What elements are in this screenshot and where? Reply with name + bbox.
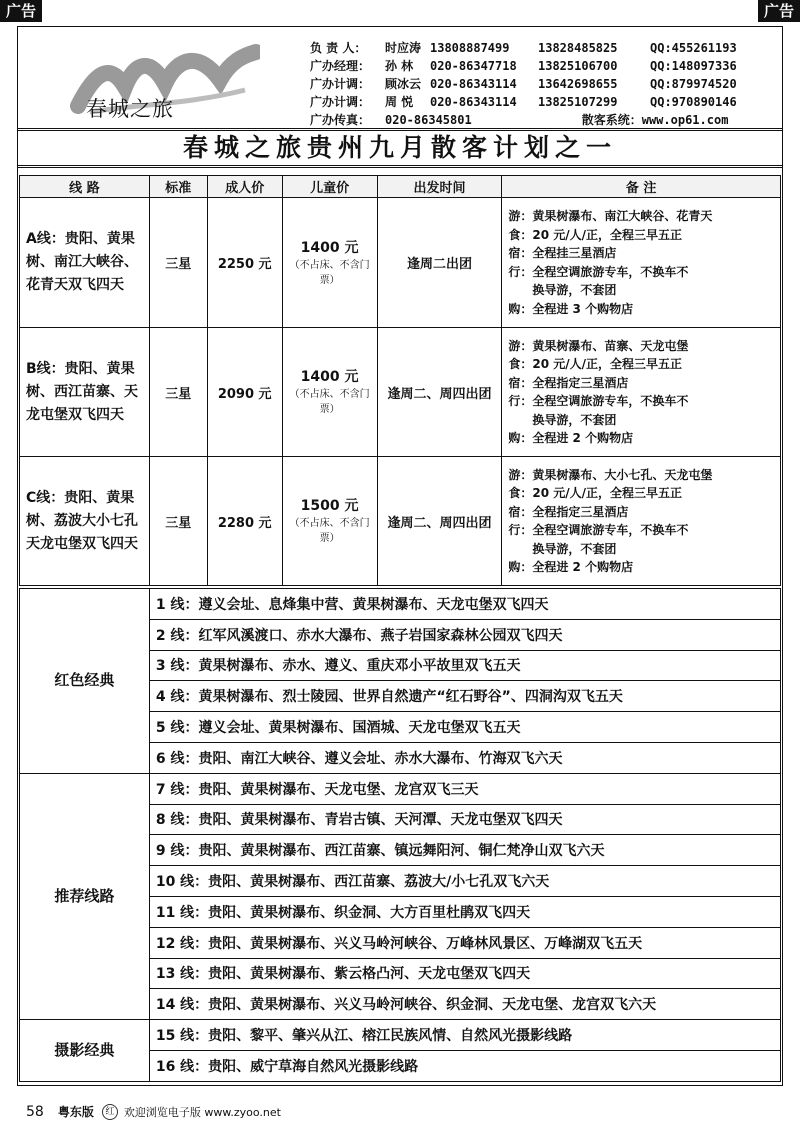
contact-name: 顾冰云 [385, 77, 422, 91]
line-item: 7 线：贵阳、黄果树瀑布、天龙屯堡、龙宫双飞三天 [149, 773, 780, 804]
line-list-table [19, 588, 781, 1082]
note-line: 购：全程进 2 个购物店 [508, 431, 634, 445]
note-line: 换导游，不套团 [532, 412, 617, 427]
note-line: 食：20 元/人/正，全程三早五正 [508, 486, 683, 500]
header-route: 线 路 [20, 176, 150, 198]
ad-label-right: 广告 [758, 0, 800, 22]
table-row [20, 328, 781, 457]
line-item: 5 线：遵义会址、黄果树瀑布、国酒城、天龙屯堡双飞五天 [149, 712, 780, 743]
contact-mobile: 13825107299 [538, 95, 618, 109]
route-notes [502, 198, 781, 328]
note-line: 食：20 元/人/正，全程三早五正 [508, 357, 683, 371]
page-number: 58 [26, 1103, 44, 1120]
adult-price: 2280 元 [207, 457, 282, 586]
contact-mobile: 13642698655 [538, 77, 618, 91]
line-item: 9 线：贵阳、黄果树瀑布、西江苗寨、镇远舞阳河、铜仁梵净山双飞六天 [149, 835, 780, 866]
contact-tel: 020-86343114 [430, 77, 517, 91]
child-price-note: （不占床、不含门票） [289, 389, 370, 415]
route-name: A线：贵阳、黄果树、南江大峡谷、花青天双飞四天 [20, 198, 150, 328]
contact-name: 时应涛 [385, 41, 422, 55]
line-item: 1 线：遵义会址、息烽集中营、黄果树瀑布、天龙屯堡双飞四天 [149, 589, 780, 620]
header-notes: 备 注 [502, 176, 781, 198]
page-title: 春城之旅贵州九月散客计划之一 [17, 128, 783, 168]
line-item: 14 线：贵阳、黄果树瀑布、兴义马岭河峡谷、织金洞、天龙屯堡、龙宫双飞六天 [149, 989, 780, 1020]
line-item: 10 线：贵阳、黄果树瀑布、西江苗寨、荔波大/小七孔双飞六天 [149, 866, 780, 897]
route-notes [502, 328, 781, 457]
depart-time: 逢周二出团 [377, 198, 502, 328]
child-price-note: （不占床、不含门票） [289, 259, 370, 286]
child-price-note: （不占床、不含门票） [289, 518, 370, 544]
contact-mobile: 13828485825 [538, 41, 618, 55]
note-line: 食：20 元/人/正，全程三早五正 [508, 227, 683, 242]
note-line: 换导游，不套团 [532, 541, 617, 556]
adult-price: 2250 元 [207, 198, 282, 328]
note-line: 游：黄果树瀑布、大小七孔、天龙屯堡 [508, 467, 713, 482]
contact-name: 周 悦 [385, 95, 414, 109]
route-standard: 三星 [149, 328, 207, 457]
fax-number: 020-86345801 [385, 113, 472, 127]
child-price-cell [282, 198, 377, 328]
category-photography: 摄影经典 [20, 1020, 150, 1082]
note-line: 换导游，不套团 [532, 283, 617, 297]
note-line: 行：全程空调旅游专车，不换车不 [508, 264, 689, 279]
route-notes [502, 457, 781, 586]
note-line: 行：全程空调旅游专车，不换车不 [508, 394, 689, 408]
note-line: 购：全程进 2 个购物店 [508, 560, 634, 574]
route-standard: 三星 [149, 198, 207, 328]
line-item: 3 线：黄果树瀑布、赤水、遵义、重庆邓小平故里双飞五天 [149, 650, 780, 681]
page-footer [26, 1103, 281, 1120]
route-name: B线：贵阳、黄果树、西江苗寨、天龙屯堡双飞四天 [20, 328, 150, 457]
child-price: 1500 元 [300, 498, 359, 514]
contact-qq: QQ:970890146 [650, 95, 737, 109]
table-header-row [20, 176, 781, 198]
ad-label-left: 广告 [0, 0, 42, 22]
line-item: 16 线：贵阳、威宁草海自然风光摄影线路 [149, 1050, 780, 1081]
contact-tel: 020-86343114 [430, 95, 517, 109]
contact-tel: 13808887499 [430, 41, 510, 55]
contact-mobile: 13825106700 [538, 59, 618, 73]
line-item: 4 线：黄果树瀑布、烈士陵园、世界自然遗产“红石野谷”、四洞沟双飞五天 [149, 681, 780, 712]
route-name: C线：贵阳、黄果树、荔波大小七孔天龙屯堡双飞四天 [20, 457, 150, 586]
contact-role: 负 责 人： [310, 41, 367, 55]
line-item: 8 线：贵阳、黄果树瀑布、青岩古镇、天河潭、天龙屯堡双飞四天 [149, 804, 780, 835]
contact-tel: 020-86347718 [430, 59, 517, 73]
contact-name: 孙 林 [385, 59, 414, 73]
category-red-classic: 红色经典 [20, 589, 150, 774]
footer-site-link[interactable]: 欢迎浏览电子版 www.zyoo.net [123, 1105, 281, 1119]
contact-block [310, 39, 770, 129]
red-badge-icon: 红 [102, 1104, 118, 1120]
child-price: 1400 元 [300, 369, 359, 385]
line-item: 11 线：贵阳、黄果树瀑布、织金洞、大方百里杜鹃双飞四天 [149, 896, 780, 927]
contact-row [310, 93, 770, 111]
note-line: 宿：全程指定三星酒店 [508, 504, 629, 519]
contact-qq: QQ:148097336 [650, 59, 737, 73]
fax-row [310, 111, 770, 129]
logo-text: 春城之旅 [86, 97, 174, 121]
line-item: 15 线：贵阳、黎平、肇兴从江、榕江民族风情、自然风光摄影线路 [149, 1020, 780, 1051]
line-item: 12 线：贵阳、黄果树瀑布、兴义马岭河峡谷、万峰林风景区、万峰湖双飞五天 [149, 927, 780, 958]
edition-label: 粤东版 [57, 1105, 94, 1119]
contact-row [310, 39, 770, 57]
note-line: 宿：全程挂三星酒店 [508, 246, 617, 260]
depart-time: 逢周二、周四出团 [377, 328, 502, 457]
list-item [20, 589, 781, 620]
table-row [20, 198, 781, 328]
adult-price: 2090 元 [207, 328, 282, 457]
list-item [20, 1020, 781, 1051]
category-recommended: 推荐线路 [20, 773, 150, 1019]
table-row [20, 457, 781, 586]
contact-role: 广办经理： [310, 59, 371, 73]
header-adult: 成人价 [207, 176, 282, 198]
system-url[interactable]: www.op61.com [641, 113, 729, 127]
contact-qq: QQ:455261193 [650, 41, 737, 55]
header-depart: 出发时间 [377, 176, 502, 198]
depart-time: 逢周二、周四出团 [377, 457, 502, 586]
line-item: 6 线：贵阳、南江大峡谷、遵义会址、赤水大瀑布、竹海双飞六天 [149, 742, 780, 773]
note-line: 宿：全程指定三星酒店 [508, 375, 629, 390]
contact-role: 广办计调： [310, 77, 371, 91]
child-price-cell [282, 328, 377, 457]
list-item [20, 773, 781, 804]
contact-row [310, 75, 770, 93]
note-line: 行：全程空调旅游专车，不换车不 [508, 523, 689, 537]
system-label: 散客系统： [581, 113, 642, 127]
contact-role: 广办计调： [310, 95, 371, 109]
contact-qq: QQ:879974520 [650, 77, 737, 91]
route-standard: 三星 [149, 457, 207, 586]
route-price-table [19, 175, 781, 586]
contact-row [310, 57, 770, 75]
child-price-cell [282, 457, 377, 586]
note-line: 购：全程进 3 个购物店 [508, 301, 634, 316]
note-line: 游：黄果树瀑布、苗寨、天龙屯堡 [508, 338, 689, 353]
line-item: 13 线：贵阳、黄果树瀑布、紫云格凸河、天龙屯堡双飞四天 [149, 958, 780, 989]
header-standard: 标准 [149, 176, 207, 198]
fax-label: 广办传真： [310, 113, 371, 127]
note-line: 游：黄果树瀑布、南江大峡谷、花青天 [508, 209, 713, 223]
header-child: 儿童价 [282, 176, 377, 198]
child-price: 1400 元 [300, 239, 359, 256]
line-item: 2 线：红军风溪渡口、赤水大瀑布、燕子岩国家森林公园双飞四天 [149, 619, 780, 650]
